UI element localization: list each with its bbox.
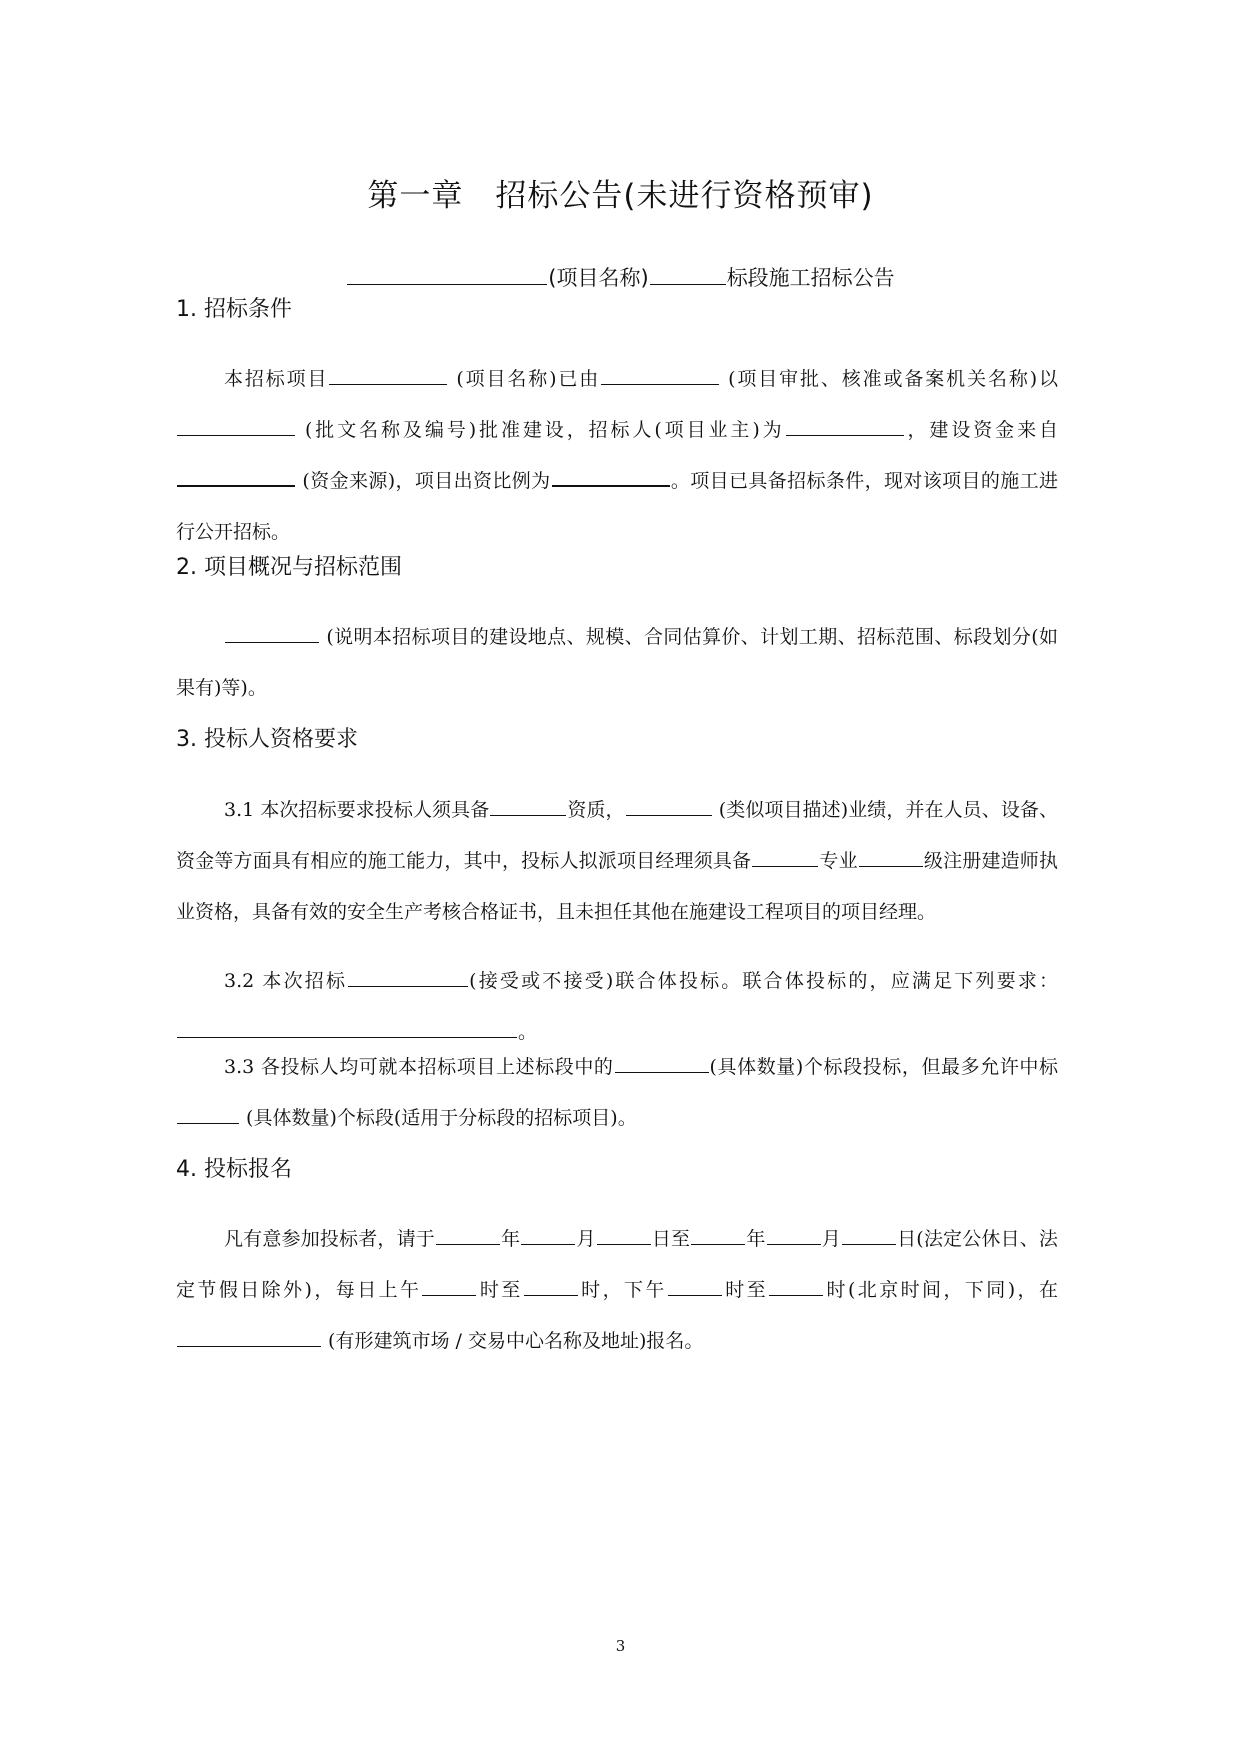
blank [601,367,719,385]
section-heading-4: 4. 投标报名 [176,1157,292,1182]
section-heading-1: 1. 招标条件 [176,297,292,322]
notice-subtitle [0,263,1241,293]
blank [597,1227,651,1245]
blank [177,418,295,436]
text: (批文名称及编号)批准建设，招标人(项目业主)为 [304,419,785,441]
blank [626,798,712,816]
text: 级注册建造师执业资格，具备有效的安全生产考核合格证书，且未担任其他在施建设工程项目的项目经理。 [176,850,1058,923]
text: 年 [500,1228,521,1250]
text: (项目审批、核准或备案机关名称)以 [728,368,1058,390]
text: ，建设资金来自 [904,419,1058,441]
page-number: 3 [615,1637,626,1655]
text: 专业 [819,850,858,872]
blank [490,798,566,816]
blank [422,1278,476,1296]
text: 时至 [722,1279,769,1301]
text: 月 [821,1228,841,1250]
blank [769,1278,823,1296]
blank [691,1227,745,1245]
text: 月 [576,1228,596,1250]
section4-paragraph [176,1214,1058,1367]
text: (资金来源)，项目出资比例为 [302,470,551,492]
blank [177,1329,321,1347]
text: 。 [518,1021,538,1043]
blank [177,468,295,487]
text: 3.2 本次招标 [224,970,348,992]
blank [668,1278,722,1296]
text: (具体数量)个标段(适用于分标段的招标项目)。 [246,1107,637,1129]
text: (说明本招标项目的建设地点、规模、合同估算价、计划工期、招标范围、标段划分(如果有)等)。 [176,626,1058,699]
section3-1-paragraph [176,785,1058,938]
text: (接受或不接受)联合体投标。联合体投标的，应满足下列要求： [469,970,1058,992]
text: 时(北京时间，下同)，在 [824,1279,1058,1301]
text: 3.3 各投标人均可就本招标项目上述标段中的 [224,1056,614,1078]
blank [859,849,923,867]
text: 3.1 本次招标要求投标人须具备 [224,799,490,821]
text: 日(法定公休日、法定节假日除外)，每日上午 [176,1228,1058,1301]
text: 时，下午 [578,1279,667,1301]
blank [752,849,818,867]
blank [177,1020,517,1038]
chapter-title: 第一章 招标公告(未进行资格预审) [367,178,874,214]
blank [842,1227,896,1245]
section1-paragraph [176,354,1058,558]
section2-paragraph [176,612,1058,714]
text: (具体数量)个标段投标，但最多允许中标 [709,1056,1058,1078]
section-heading-3: 3. 投标人资格要求 [176,727,358,752]
blank [524,1278,578,1296]
blank [436,1227,500,1245]
blank [177,1106,239,1124]
blank [329,367,447,385]
subtitle-suffix: 标段施工招标公告 [726,266,895,290]
section3-3-paragraph [176,1042,1058,1144]
text: (类似项目描述)业绩，并在人员、设备、资金等方面具有相应的施工能力，其中，投标人拟派项目经理须具备 [176,799,1058,872]
blank [348,969,468,987]
blank [786,418,904,436]
text: (项目名称)已由 [456,368,601,390]
blank [767,1227,821,1245]
text: 。项目已具备招标条件，现对该项目的施工进行公开招标。 [176,470,1058,543]
text: (有形建筑市场 / 交易中心名称及地址)报名。 [328,1330,704,1352]
section-blank [650,267,726,285]
blank [552,468,670,487]
text: 凡有意参加投标者，请于 [224,1228,435,1250]
blank [225,625,319,643]
project-name-label: (项目名称) [548,266,649,290]
text: 日至 [651,1228,691,1250]
text: 本招标项目 [224,368,329,390]
text: 资质， [567,799,625,821]
section-heading-2: 2. 项目概况与招标范围 [176,555,402,580]
project-name-blank [347,267,547,285]
blank [521,1227,575,1245]
blank [615,1055,709,1073]
text: 时至 [477,1279,523,1301]
text: 年 [746,1228,766,1250]
